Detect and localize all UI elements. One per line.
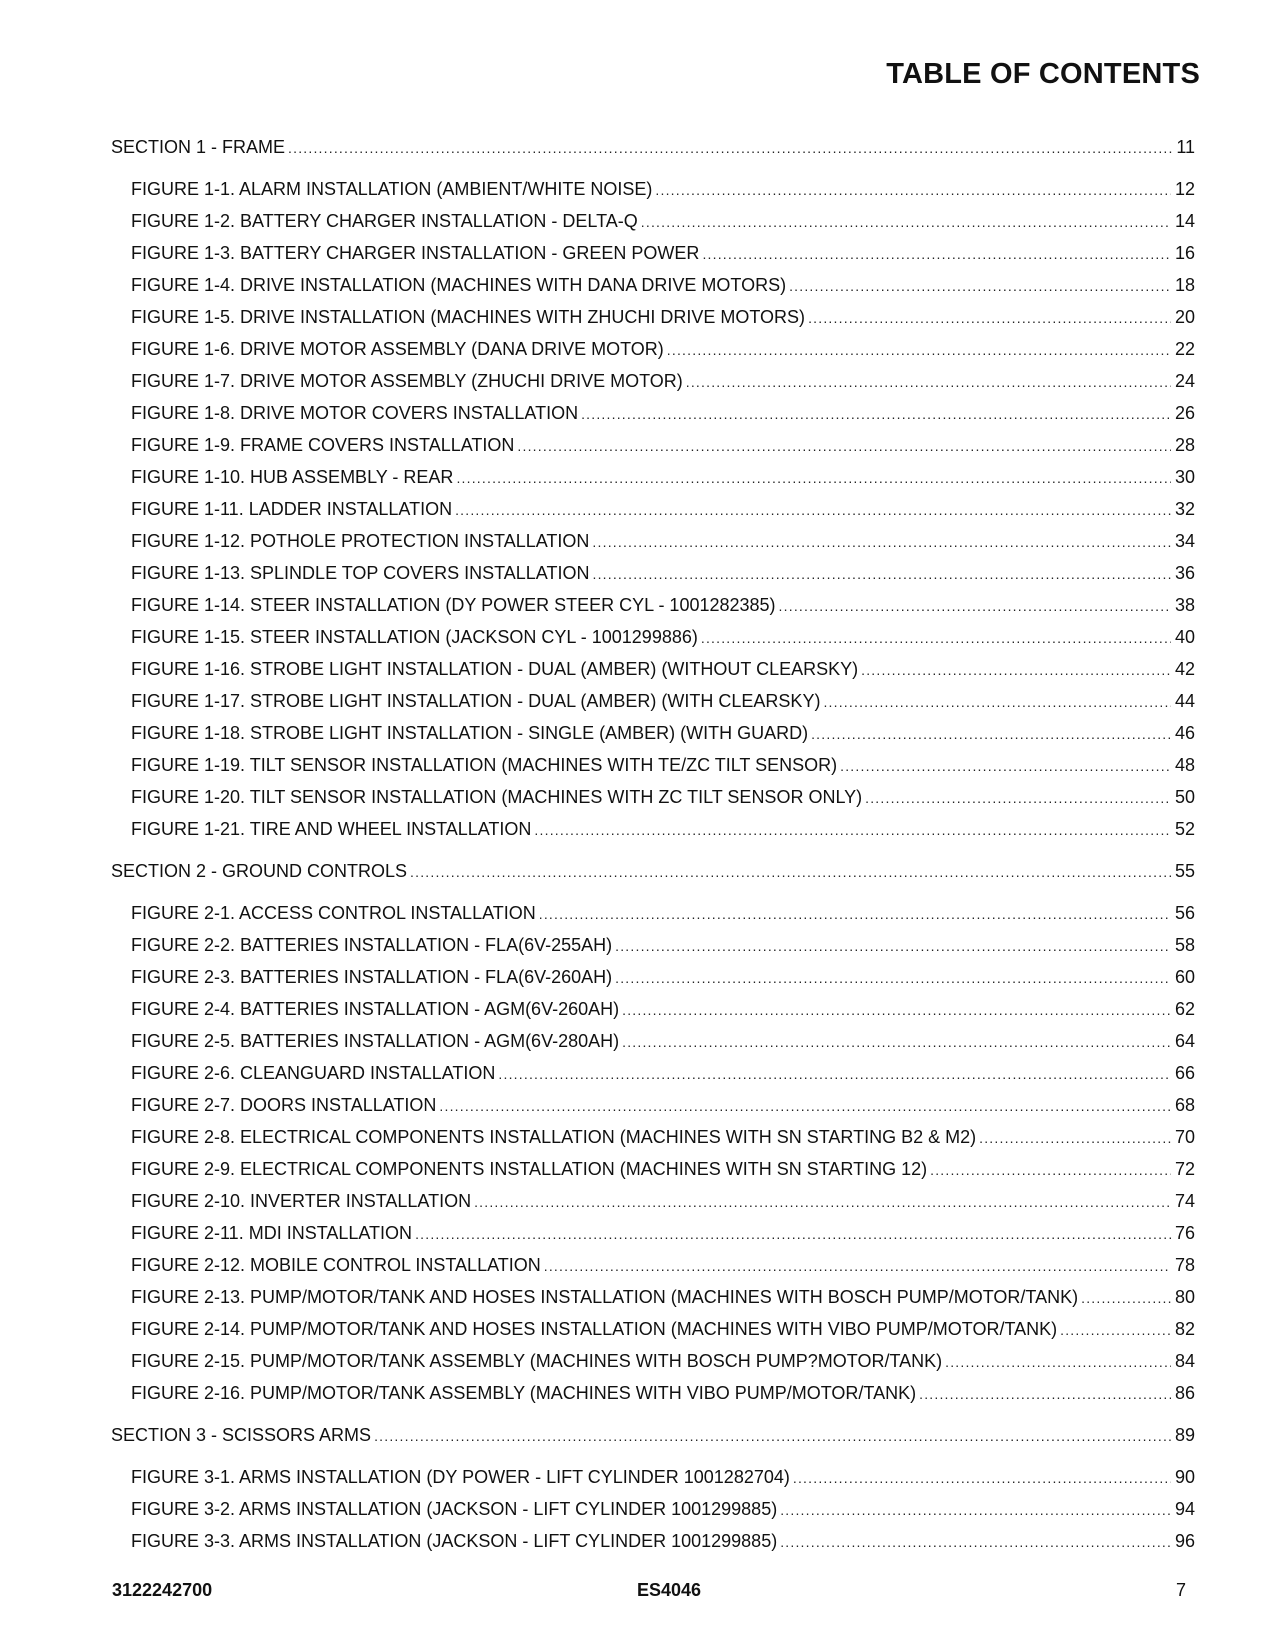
toc-page-number: 26 [1174,403,1195,423]
dot-leader [592,526,1171,558]
toc-figure-label: FIGURE 2-4. BATTERIES INSTALLATION - AGM(6V-260AH) [131,999,620,1019]
toc-page-number: 48 [1174,755,1195,775]
toc-figure-label: FIGURE 2-10. INVERTER INSTALLATION [131,1191,472,1211]
toc-figure-label: FIGURE 1-19. TILT SENSOR INSTALLATION (MACHINES WITH TE/ZC TILT SENSOR) [131,755,838,775]
toc-figure-entry[interactable] [111,929,1195,961]
toc-page-number: 89 [1174,1425,1195,1445]
dot-leader [789,270,1171,302]
dot-leader [686,366,1171,398]
dot-leader [919,1378,1171,1410]
toc-section-label: SECTION 3 - SCISSORS ARMS [111,1425,372,1445]
toc-figure-entry[interactable] [111,1313,1195,1345]
dot-leader [641,206,1171,238]
toc-figure-label: FIGURE 1-5. DRIVE INSTALLATION (MACHINES WITH ZHUCHI DRIVE MOTORS) [131,307,806,327]
toc-figure-label: FIGURE 1-14. STEER INSTALLATION (DY POWER STEER CYL - 1001282385) [131,595,776,615]
toc-figure-label: FIGURE 2-15. PUMP/MOTOR/TANK ASSEMBLY (MACHINES WITH BOSCH PUMP?MOTOR/TANK) [131,1351,943,1371]
toc-section-label: SECTION 2 - GROUND CONTROLS [111,861,408,881]
dot-leader [702,238,1171,270]
dot-leader [474,1186,1171,1218]
toc-section-entry[interactable] [111,855,1195,887]
dot-leader [979,1122,1171,1154]
toc-figure-entry[interactable] [111,1345,1195,1377]
toc-page-number: 40 [1174,627,1195,647]
toc-page-number: 64 [1174,1031,1195,1051]
toc-page-number: 70 [1174,1127,1195,1147]
toc-figure-entry[interactable] [111,749,1195,781]
dot-leader [410,856,1171,888]
dot-leader [615,930,1171,962]
toc-page-number: 14 [1174,211,1195,231]
toc-figure-entry[interactable] [111,461,1195,493]
toc-figure-entry[interactable] [111,493,1195,525]
footer-part-number: 3122242700 [112,1580,213,1600]
toc-figure-label: FIGURE 1-3. BATTERY CHARGER INSTALLATION - GREEN POWER [131,243,700,263]
toc-figure-entry[interactable] [111,1525,1195,1557]
toc-figure-entry[interactable] [111,365,1195,397]
toc-page-number: 38 [1174,595,1195,615]
toc-figure-label: FIGURE 1-16. STROBE LIGHT INSTALLATION - DUAL (AMBER) (WITHOUT CLEARSKY) [131,659,859,679]
toc-figure-entry[interactable] [111,1461,1195,1493]
toc-figure-entry[interactable] [111,1057,1195,1089]
toc-figure-entry[interactable] [111,1121,1195,1153]
toc-figure-label: FIGURE 1-6. DRIVE MOTOR ASSEMBLY (DANA DRIVE MOTOR) [131,339,664,359]
toc-page-number: 72 [1174,1159,1195,1179]
dot-leader [455,494,1171,526]
toc-page-number: 34 [1174,531,1195,551]
dot-leader [1081,1282,1171,1314]
toc-section-entry[interactable] [111,131,1195,163]
toc-page-number: 18 [1174,275,1195,295]
toc-figure-label: FIGURE 2-12. MOBILE CONTROL INSTALLATION [131,1255,541,1275]
toc-page-number: 22 [1174,339,1195,359]
toc-page-number: 28 [1174,435,1195,455]
toc-figure-entry[interactable] [111,897,1195,929]
toc-figure-entry[interactable] [111,301,1195,333]
toc-figure-label: FIGURE 2-14. PUMP/MOTOR/TANK AND HOSES INSTALLATION (MACHINES WITH VIBO PUMP/MOTOR/TANK) [131,1319,1058,1339]
dot-leader [655,174,1171,206]
dot-leader [701,622,1171,654]
table-of-contents [111,131,1195,1557]
toc-figure-label: FIGURE 3-2. ARMS INSTALLATION (JACKSON - LIFT CYLINDER 1001299885) [131,1499,778,1519]
toc-figure-entry[interactable] [111,1153,1195,1185]
toc-figure-entry[interactable] [111,717,1195,749]
dot-leader [622,994,1171,1026]
dot-leader [288,132,1172,164]
toc-page-number: 80 [1174,1287,1195,1307]
toc-figure-entry[interactable] [111,173,1195,205]
toc-figure-label: FIGURE 1-20. TILT SENSOR INSTALLATION (MACHINES WITH ZC TILT SENSOR ONLY) [131,787,863,807]
dot-leader [930,1154,1171,1186]
toc-figure-entry[interactable] [111,205,1195,237]
dot-leader [498,1058,1171,1090]
toc-page-number: 30 [1174,467,1195,487]
toc-figure-entry[interactable] [111,525,1195,557]
toc-page-number: 58 [1174,935,1195,955]
toc-figure-label: FIGURE 1-2. BATTERY CHARGER INSTALLATION - DELTA-Q [131,211,638,231]
toc-page-number: 12 [1174,179,1195,199]
dot-leader [793,1462,1171,1494]
dot-leader [780,1494,1171,1526]
toc-figure-label: FIGURE 2-1. ACCESS CONTROL INSTALLATION [131,903,536,923]
dot-leader [539,898,1171,930]
toc-figure-label: FIGURE 2-8. ELECTRICAL COMPONENTS INSTALLATION (MACHINES WITH SN STARTING B2 & M2) [131,1127,977,1147]
toc-figure-label: FIGURE 1-13. SPLINDLE TOP COVERS INSTALLATION [131,563,590,583]
toc-figure-entry[interactable] [111,429,1195,461]
dot-leader [861,654,1171,686]
toc-figure-label: FIGURE 2-9. ELECTRICAL COMPONENTS INSTALLATION (MACHINES WITH SN STARTING 12) [131,1159,928,1179]
dot-leader [544,1250,1171,1282]
footer-page-number: 7 [1175,1580,1186,1600]
dot-leader [622,1026,1171,1058]
toc-figure-label: FIGURE 1-17. STROBE LIGHT INSTALLATION - DUAL (AMBER) (WITH CLEARSKY) [131,691,821,711]
toc-figure-entry[interactable] [111,1281,1195,1313]
toc-figure-entry[interactable] [111,557,1195,589]
toc-figure-entry[interactable] [111,1089,1195,1121]
toc-figure-label: FIGURE 2-6. CLEANGUARD INSTALLATION [131,1063,496,1083]
toc-figure-entry[interactable] [111,993,1195,1025]
toc-figure-entry[interactable] [111,621,1195,653]
toc-page-number: 90 [1174,1467,1195,1487]
toc-page-number: 24 [1174,371,1195,391]
toc-page-number: 86 [1174,1383,1195,1403]
toc-page-number: 96 [1174,1531,1195,1551]
toc-figure-entry[interactable] [111,269,1195,301]
footer-model: ES4046 [637,1580,702,1600]
dot-leader [667,334,1171,366]
dot-leader [517,430,1171,462]
toc-figure-label: FIGURE 2-5. BATTERIES INSTALLATION - AGM(6V-280AH) [131,1031,620,1051]
dot-leader [779,590,1171,622]
toc-page-number: 62 [1174,999,1195,1019]
toc-figure-label: FIGURE 1-12. POTHOLE PROTECTION INSTALLATION [131,531,590,551]
toc-page-number: 68 [1174,1095,1195,1115]
toc-page-number: 11 [1176,137,1195,157]
dot-leader [581,398,1171,430]
toc-figure-label: FIGURE 2-3. BATTERIES INSTALLATION - FLA(6V-260AH) [131,967,613,987]
toc-page-number: 60 [1174,967,1195,987]
toc-figure-label: FIGURE 2-2. BATTERIES INSTALLATION - FLA(6V-255AH) [131,935,613,955]
toc-page-number: 20 [1174,307,1195,327]
dot-leader [439,1090,1171,1122]
dot-leader [865,782,1171,814]
toc-figure-label: FIGURE 3-1. ARMS INSTALLATION (DY POWER - LIFT CYLINDER 1001282704) [131,1467,790,1487]
toc-page-number: 82 [1174,1319,1195,1339]
toc-page-number: 32 [1174,499,1195,519]
toc-figure-entry[interactable] [111,1025,1195,1057]
toc-figure-label: FIGURE 1-21. TIRE AND WHEEL INSTALLATION [131,819,532,839]
toc-figure-entry[interactable] [111,589,1195,621]
toc-figure-entry[interactable] [111,1249,1195,1281]
toc-figure-label: FIGURE 1-10. HUB ASSEMBLY - REAR [131,467,454,487]
toc-figure-label: FIGURE 1-15. STEER INSTALLATION (JACKSON CYL - 1001299886) [131,627,698,647]
toc-page-number: 50 [1174,787,1195,807]
dot-leader [823,686,1171,718]
toc-figure-entry[interactable] [111,813,1195,845]
toc-figure-label: FIGURE 1-18. STROBE LIGHT INSTALLATION - SINGLE (AMBER) (WITH GUARD) [131,723,809,743]
toc-figure-entry[interactable] [111,1377,1195,1409]
dot-leader [615,962,1171,994]
toc-figure-entry[interactable] [111,781,1195,813]
toc-figure-label: FIGURE 1-9. FRAME COVERS INSTALLATION [131,435,515,455]
toc-figure-label: FIGURE 1-7. DRIVE MOTOR ASSEMBLY (ZHUCHI DRIVE MOTOR) [131,371,683,391]
toc-figure-entry[interactable] [111,1493,1195,1525]
toc-page-number: 42 [1174,659,1195,679]
toc-page-number: 74 [1174,1191,1195,1211]
toc-page-number: 76 [1174,1223,1195,1243]
dot-leader [808,302,1171,334]
toc-section-label: SECTION 1 - FRAME [111,137,286,157]
toc-page-number: 56 [1174,903,1195,923]
toc-figure-entry[interactable] [111,237,1195,269]
toc-page-number: 52 [1174,819,1195,839]
toc-page-number: 16 [1174,243,1195,263]
dot-leader [840,750,1171,782]
toc-figure-label: FIGURE 1-8. DRIVE MOTOR COVERS INSTALLATION [131,403,579,423]
dot-leader [374,1420,1171,1452]
toc-figure-entry[interactable] [111,1217,1195,1249]
page-title: TABLE OF CONTENTS [886,58,1200,90]
dot-leader [780,1526,1171,1558]
toc-page-number: 36 [1174,563,1195,583]
toc-figure-entry[interactable] [111,1185,1195,1217]
toc-figure-label: FIGURE 1-11. LADDER INSTALLATION [131,499,453,519]
toc-page-number: 94 [1174,1499,1195,1519]
toc-page-number: 66 [1174,1063,1195,1083]
dot-leader [811,718,1171,750]
toc-figure-label: FIGURE 1-1. ALARM INSTALLATION (AMBIENT/WHITE NOISE) [131,179,653,199]
toc-figure-entry[interactable] [111,961,1195,993]
toc-figure-label: FIGURE 2-7. DOORS INSTALLATION [131,1095,437,1115]
toc-figure-label: FIGURE 2-13. PUMP/MOTOR/TANK AND HOSES INSTALLATION (MACHINES WITH BOSCH PUMP/MOTOR/TANK) [131,1287,1079,1307]
toc-figure-label: FIGURE 3-3. ARMS INSTALLATION (JACKSON - LIFT CYLINDER 1001299885) [131,1531,778,1551]
dot-leader [534,814,1171,846]
toc-page-number: 55 [1174,861,1195,881]
toc-figure-label: FIGURE 1-4. DRIVE INSTALLATION (MACHINES WITH DANA DRIVE MOTORS) [131,275,787,295]
toc-figure-entry[interactable] [111,333,1195,365]
dot-leader [1060,1314,1171,1346]
toc-figure-entry[interactable] [111,653,1195,685]
dot-leader [592,558,1170,590]
toc-page-number: 44 [1174,691,1195,711]
dot-leader [945,1346,1171,1378]
toc-page-number: 84 [1174,1351,1195,1371]
toc-page-number: 46 [1174,723,1195,743]
toc-figure-label: FIGURE 2-16. PUMP/MOTOR/TANK ASSEMBLY (MACHINES WITH VIBO PUMP/MOTOR/TANK) [131,1383,917,1403]
dot-leader [415,1218,1171,1250]
toc-page-number: 78 [1174,1255,1195,1275]
toc-section-entry[interactable] [111,1419,1195,1451]
toc-figure-entry[interactable] [111,685,1195,717]
toc-figure-label: FIGURE 2-11. MDI INSTALLATION [131,1223,413,1243]
toc-figure-entry[interactable] [111,397,1195,429]
dot-leader [456,462,1171,494]
